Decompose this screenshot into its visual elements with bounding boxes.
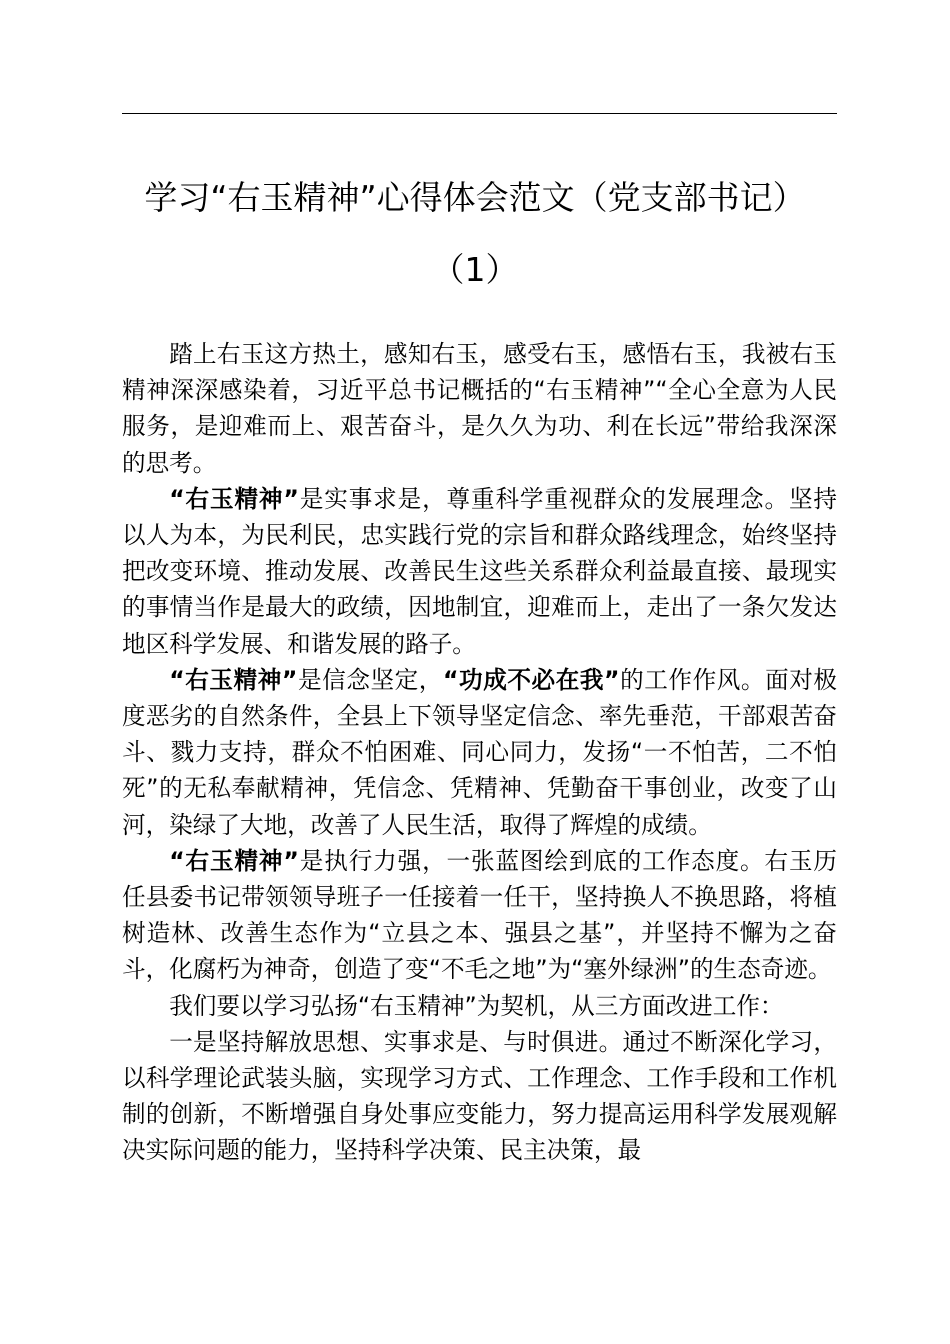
paragraph-4-lead: “右玉精神” — [169, 846, 299, 875]
paragraph-3 — [122, 662, 837, 843]
paragraph-3-text: 的工作作风。面对极度恶劣的自然条件，全县上下领导坚定信念、率先垂范，干部艰苦奋斗、戮力支持，群众不怕困难、同心同力，发扬“一不怕苦，二不怕死”的无私奉献精神，凭信念、凭精神、凭勤奋干事创业，改变了山河，染绿了大地，改善了人民生活，取得了辉煌的成绩。 — [122, 665, 837, 839]
paragraph-5-text: 我们要以学习弘扬“右玉精神”为契机，从三方面改进工作： — [169, 991, 784, 1020]
paragraph-3-quote: “功成不必在我” — [442, 665, 620, 694]
paragraph-4 — [122, 843, 837, 988]
paragraph-4-text: 是执行力强，一张蓝图绘到底的工作态度。右玉历任县委书记带领领导班子一任接着一任干，坚持换人不换思路，将植树造林、改善生态作为“立县之本、强县之基”，并坚持不懈为之奋斗，化腐朽为神奇，创造了变“不毛之地”为“塞外绿洲”的生态奇迹。 — [122, 846, 838, 984]
paragraph-3-lead: “右玉精神” — [169, 665, 298, 694]
paragraph-1-text: 踏上右玉这方热土，感知右玉，感受右玉，感悟右玉，我被右玉精神深深感染着，习近平总书记概括的“右玉精神”“全心全意为人民服务，是迎难而上、艰苦奋斗，是久久为功、利在长远”带给我深深的思考。 — [122, 340, 837, 477]
header-rule — [122, 113, 837, 114]
document-body — [122, 336, 837, 1169]
paragraph-5 — [122, 988, 837, 1024]
document-title: 学习“右玉精神”心得体会范文（党支部书记） — [144, 178, 806, 217]
document-title-number: （1） — [431, 250, 519, 289]
paragraph-1 — [122, 336, 837, 481]
paragraph-2-lead: “右玉精神” — [169, 484, 299, 513]
paragraph-6-text: 一是坚持解放思想、实事求是、与时俱进。通过不断深化学习，以科学理论武装头脑，实现学习方式、工作理念、工作手段和工作机制的创新，不断增强自身处事应变能力，努力提高运用科学发展观解决实际问题的能力，坚持科学决策、民主决策，最 — [122, 1027, 837, 1165]
paragraph-2 — [122, 481, 837, 662]
paragraph-6 — [122, 1024, 837, 1169]
paragraph-3-text-a: 是信念坚定， — [297, 665, 443, 694]
paragraph-2-text: 是实事求是，尊重科学重视群众的发展理念。坚持以人为本，为民利民，忠实践行党的宗旨和群众路线理念，始终坚持把改变环境、推动发展、改善民生这些关系群众利益最直接、最现实的事情当作是最大的政绩，因地制宜，迎难而上，走出了一条欠发达地区科学发展、和谐发展的路子。 — [122, 484, 838, 658]
